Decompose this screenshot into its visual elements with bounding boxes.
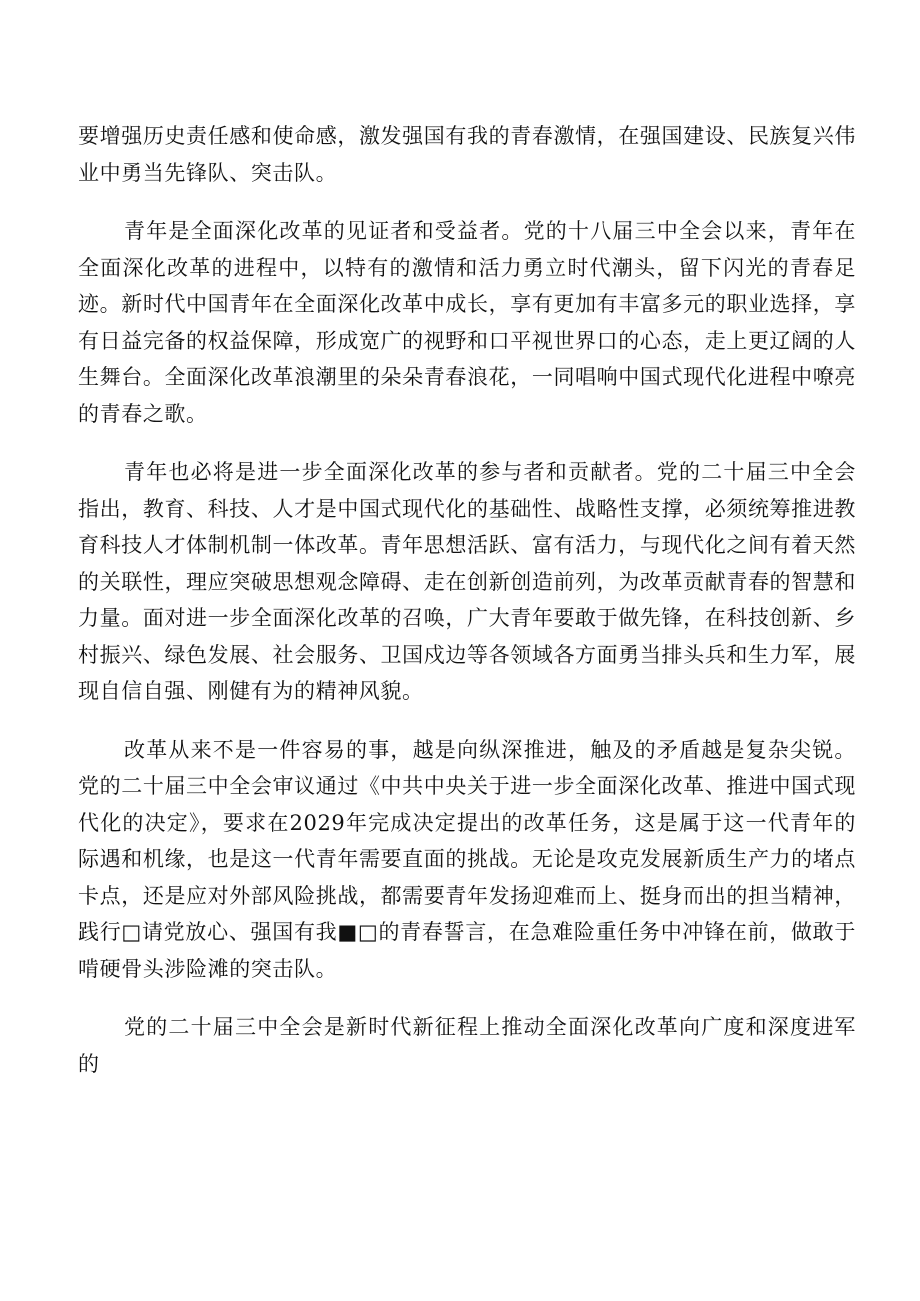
paragraph-gap	[78, 432, 856, 454]
paragraph-2: 青年是全面深化改革的见证者和受益者。党的十八届三中全会以来，青年在全面深化改革的进程中，以特有的激情和活力勇立时代潮头，留下闪光的青春足迹。新时代中国青年在全面深化改革中成长，享有更加有丰富多元的职业选择，享有日益完备的权益保障，形成宽广的视野和口平视世界口的心态，走上更辽阔的人生舞台。全面深化改革浪潮里的朵朵青春浪花，一同唱响中国式现代化进程中嘹亮的青春之歌。	[78, 219, 856, 426]
paragraph-3: 青年也必将是进一步全面深化改革的参与者和贡献者。党的二十届三中全会指出，教育、科技、人才是中国式现代化的基础性、战略性支撑，必须统筹推进教育科技人才体制机制一体改革。青年思想活跃、富有活力，与现代化之间有着天然的关联性，理应突破思想观念障碍、走在创新创造前列，为改革贡献青春的智慧和力量。面对进一步全面深化改革的召唤，广大青年要敢于做先锋，在科技创新、乡村振兴、绿色发展、社会服务、卫国戍边等各领域各方面勇当排头兵和生力军，展现自信自强、刚健有为的精神风貌。	[78, 460, 856, 703]
paragraph-gap	[78, 710, 856, 732]
paragraph-gap	[78, 191, 856, 213]
paragraph-5: 党的二十届三中全会是新时代新征程上推动全面深化改革向广度和深度进军的	[78, 1015, 856, 1076]
paragraph-gap	[78, 987, 856, 1009]
document-body	[78, 118, 856, 1082]
paragraph-4: 改革从来不是一件容易的事，越是向纵深推进，触及的矛盾越是复杂尖锐。党的二十届三中全会审议通过《中共中央关于进一步全面深化改革、推进中国式现代化的决定》，要求在2029年完成决定提出的改革任务，这是属于这一代青年的际遇和机缘，也是这一代青年需要直面的挑战。无论是攻克发展新质生产力的堵点卡点，还是应对外部风险挑战，都需要青年发扬迎难而上、挺身而出的担当精神，践行□请党放心、强国有我■□的青春誓言，在急难险重任务中冲锋在前，做敢于啃硬骨头涉险滩的突击队。	[78, 737, 856, 981]
paragraph-1: 要增强历史责任感和使命感，激发强国有我的青春激情，在强国建设、民族复兴伟业中勇当先锋队、突击队。	[78, 124, 856, 185]
